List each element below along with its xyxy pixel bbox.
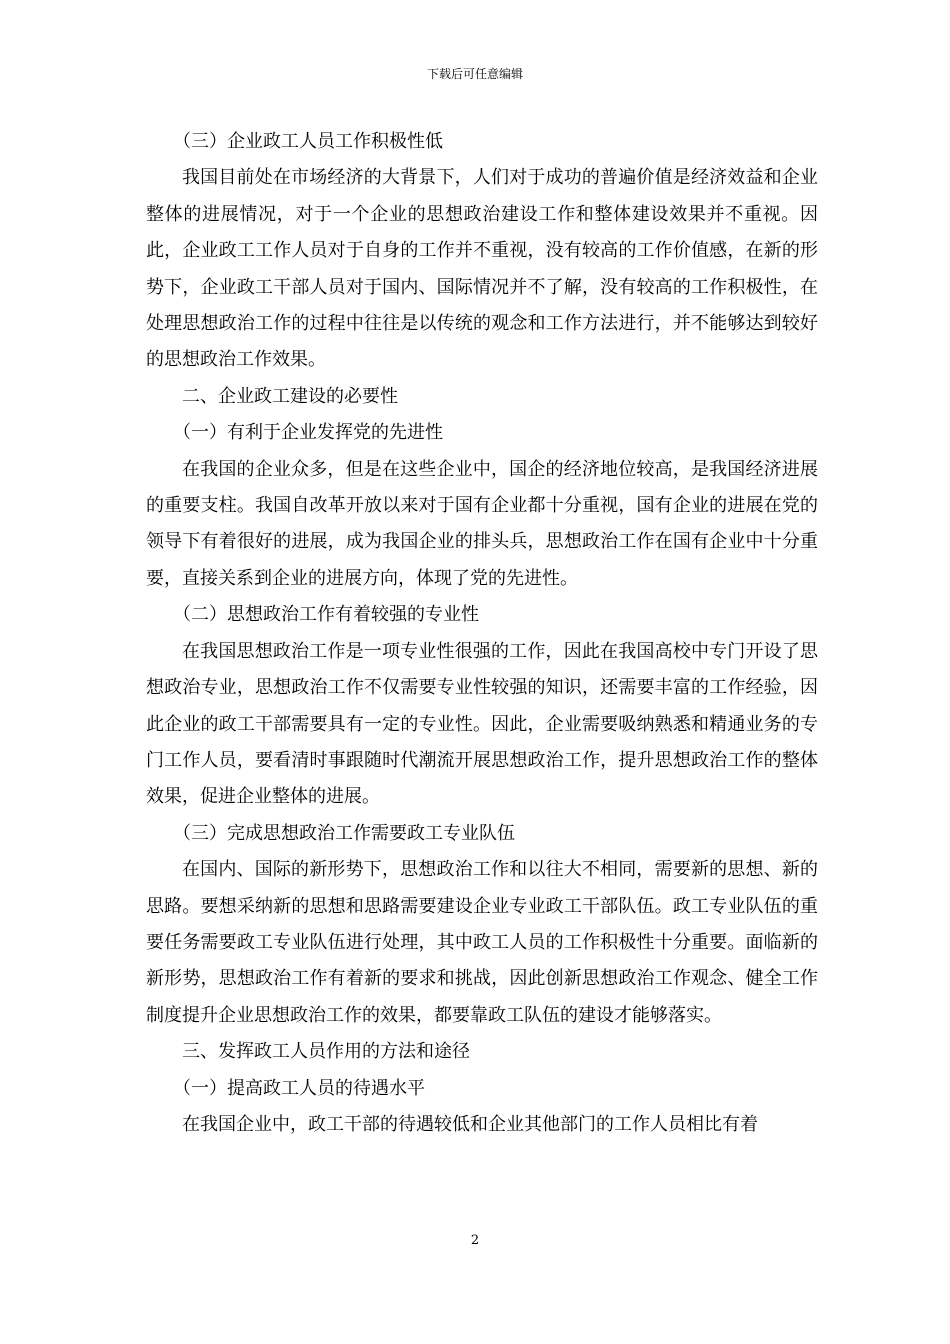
paragraph: 我国目前处在市场经济的大背景下，人们对于成功的普遍价值是经济效益和企业整体的进展情况，对于一个企业的思想政治建设工作和整体建设效果并不重视。因此，企业政工工作人员对于自身的工作并不重视，没有较高的工作价值感，在新的形势下，企业政工干部人员对于国内、国际情况并不了解，没有较高的工作积极性，在处理思想政治工作的过程中往往是以传统的观念和工作方法进行，并不能够达到较好的思想政治工作效果。 <box>146 167 818 371</box>
page-header: 下载后可任意编辑 <box>426 67 523 81</box>
document-body <box>146 124 818 1143</box>
chapter-heading-3: 三、发挥政工人员作用的方法和途径 <box>182 1041 470 1063</box>
section-heading-3: （三）企业政工人员工作积极性低 <box>173 131 443 152</box>
section-heading-3: （三）完成思想政治工作需要政工专业队伍 <box>173 822 515 844</box>
paragraph: 在我国的企业众多，但是在这些企业中，国企的经济地位较高，是我国经济进展的重要支柱。我国自改革开放以来对于国有企业都十分重视，国有企业的进展在党的领导下有着很好的进展，成为我国企业的排头兵，思想政治工作在国有企业中十分重要，直接关系到企业的进展方向，体现了党的先进性。 <box>146 458 818 589</box>
paragraph: 在我国企业中，政工干部的待遇较低和企业其他部门的工作人员相比有着 <box>182 1113 758 1135</box>
paragraph: 在国内、国际的新形势下，思想政治工作和以往大不相同，需要新的思想、新的思路。要想采纳新的思想和思路需要建设企业专业政工干部队伍。政工专业队伍的重要任务需要政工专业队伍进行处理，其中政工人员的工作积极性十分重要。面临新的新形势，思想政治工作有着新的要求和挑战，因此创新思想政治工作观念、健全工作制度提升企业思想政治工作的效果，都要靠政工队伍的建设才能够落实。 <box>146 859 818 1026</box>
paragraph: 在我国思想政治工作是一项专业性很强的工作，因此在我国高校中专门开设了思想政治专业，思想政治工作不仅需要专业性较强的知识，还需要丰富的工作经验，因此企业的政工干部需要具有一定的专业性。因此，企业需要吸纳熟悉和精通业务的专门工作人员，要看清时事跟随时代潮流开展思想政治工作，提升思想政治工作的整体效果，促进企业整体的进展。 <box>146 640 818 808</box>
section-heading-1: （一）有利于企业发挥党的先进性 <box>173 422 443 444</box>
section-heading-2: （二）思想政治工作有着较强的专业性 <box>173 604 479 626</box>
section-heading-1: （一）提高政工人员的待遇水平 <box>173 1077 425 1099</box>
chapter-heading-2: 二、企业政工建设的必要性 <box>182 385 398 407</box>
page-number: 2 <box>470 1233 480 1248</box>
